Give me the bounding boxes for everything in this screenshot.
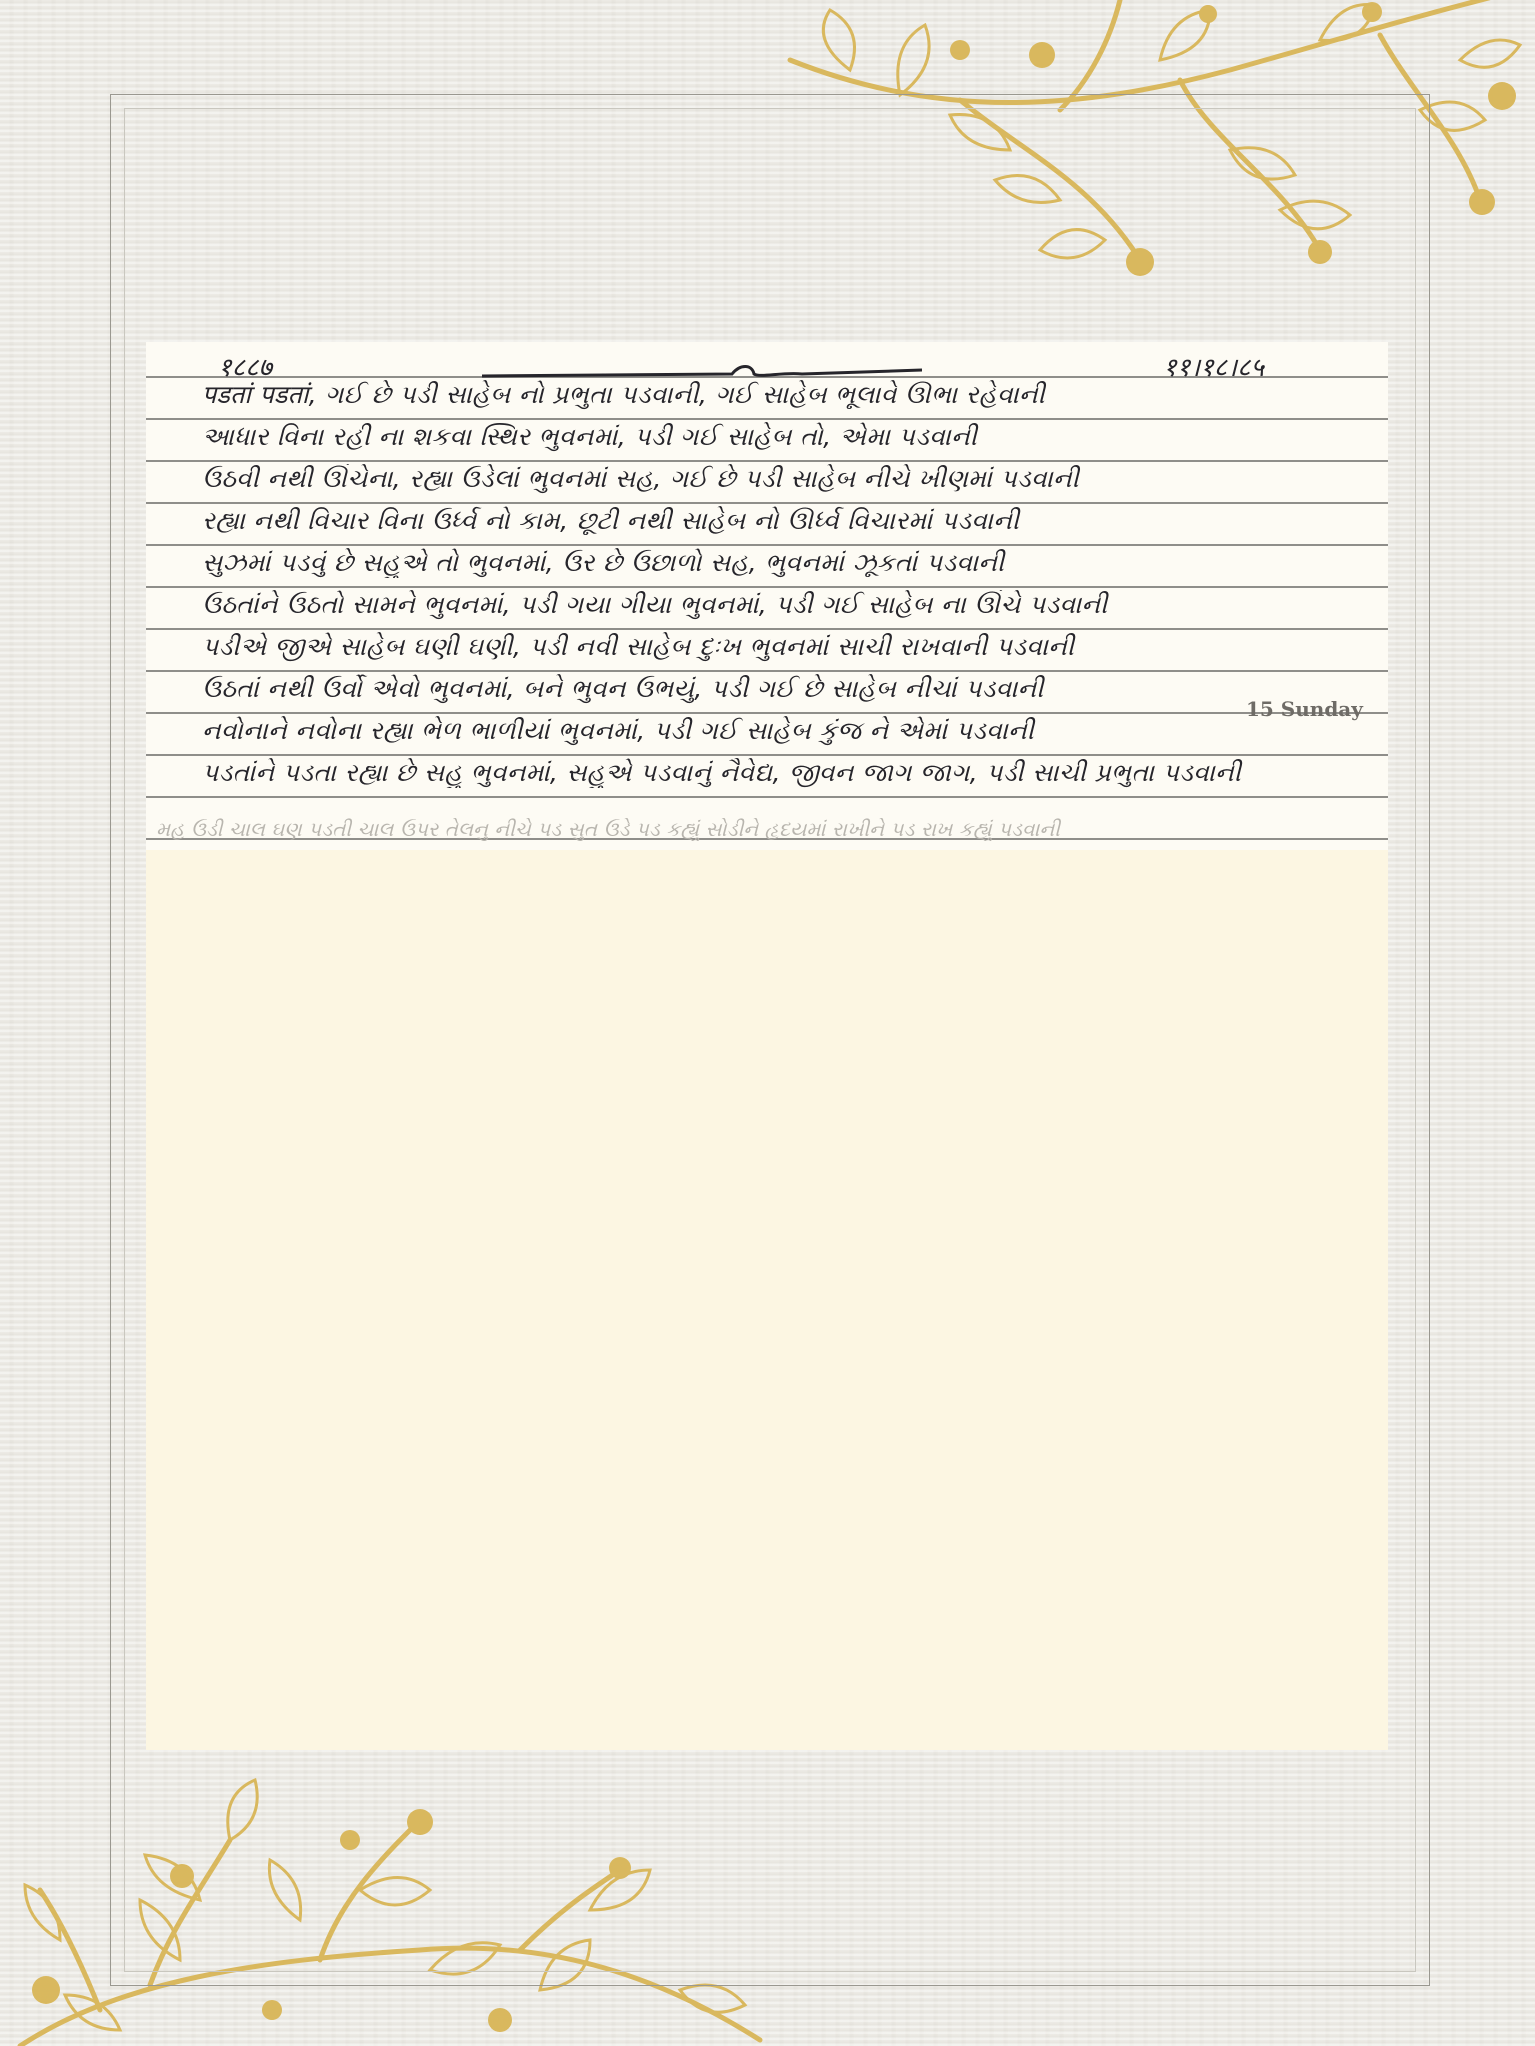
handwritten-line: રહ્યા નથી વિચાર વિના ઉર્ધ્વ નો કામ, છૂટી નથી સાહેબ નો ઊર્ધ્વ વિચારમાં પડવાની bbox=[202, 506, 1020, 535]
scan-header bbox=[146, 344, 1388, 384]
handwritten-line: પડતાંને પડતા રહ્યા છે સહુ ભુવનમાં, સહુએ પડવાનું નૈવેદ્ય, જીવન જાગ જાગ, પડી સાચી પ્રભુતા પડવાની bbox=[202, 758, 1242, 787]
handwritten-line: નવોનાને નવોના રહ્યા ભેળ ભાળીયાં ભુવનમાં, પડી ગઈ સાહેબ કુંજ ને એમાં પડવાની bbox=[202, 716, 1035, 745]
handwritten-line: ઉઠતાંને ઉઠતો સામને ભુવનમાં, પડી ગયા ગીયા ભુવનમાં, પડી ગઈ સાહેબ ના ઊંચે પડવાની bbox=[202, 590, 1108, 619]
faded-bleed-through-text: મહ ઉડી ચાલ ઘણ પડતી ચાલ ઉપર તેલનુ નીચે પડ સુત ઉડે પડ કહ્યું સોડીને હૃદયમાં રાખીને પડ રાખ કહ્યું પડવાની bbox=[156, 817, 1060, 841]
handwritten-line: પડીએ જીએ સાહેબ ઘણી ઘણી, પડી નવી સાહેબ દુઃખ ભુવનમાં સાચી રાખવાની પડવાની bbox=[202, 632, 1075, 661]
handwritten-notebook-scan bbox=[146, 342, 1388, 850]
handwritten-line: ઉઠવી નથી ઊંચેના, રહ્યા ઉડેલાં ભુવનમાં સહ, ગઈ છે પડી સાહેબ નીચે ખીણમાં પડવાની bbox=[202, 464, 1080, 493]
handwritten-line: સુઝમાં પડવું છે સહુએ તો ભુવનમાં, ઉર છે ઉછાળો સહ, ભુવનમાં ઝૂકતાં પડવાની bbox=[202, 548, 1005, 577]
handwritten-line: पडतां पडतां, ગઈ છે પડી સાહેબ નો પ્રભુતા પડવાની, ગઈ સાહેબ ભૂલાવે ઊભા રહેવાની bbox=[202, 380, 1046, 409]
handwritten-line: ઉઠતાં નથી ઉર્વો એવો ભુવનમાં, બને ભુવન ઉભયું, પડી ગઈ છે સાહેબ નીચાં પડવાની bbox=[202, 674, 1044, 703]
handwritten-line: આધાર વિના રહી ના શકવા સ્થિર ભુવનમાં, પડી ગઈ સાહેબ તો, એમા પડવાની bbox=[202, 422, 978, 451]
scan-header-number: १८८७ bbox=[218, 353, 273, 383]
scan-header-date: ११।१८।८५ bbox=[1163, 353, 1264, 383]
date-stamp: 15 Sunday bbox=[1246, 697, 1363, 721]
